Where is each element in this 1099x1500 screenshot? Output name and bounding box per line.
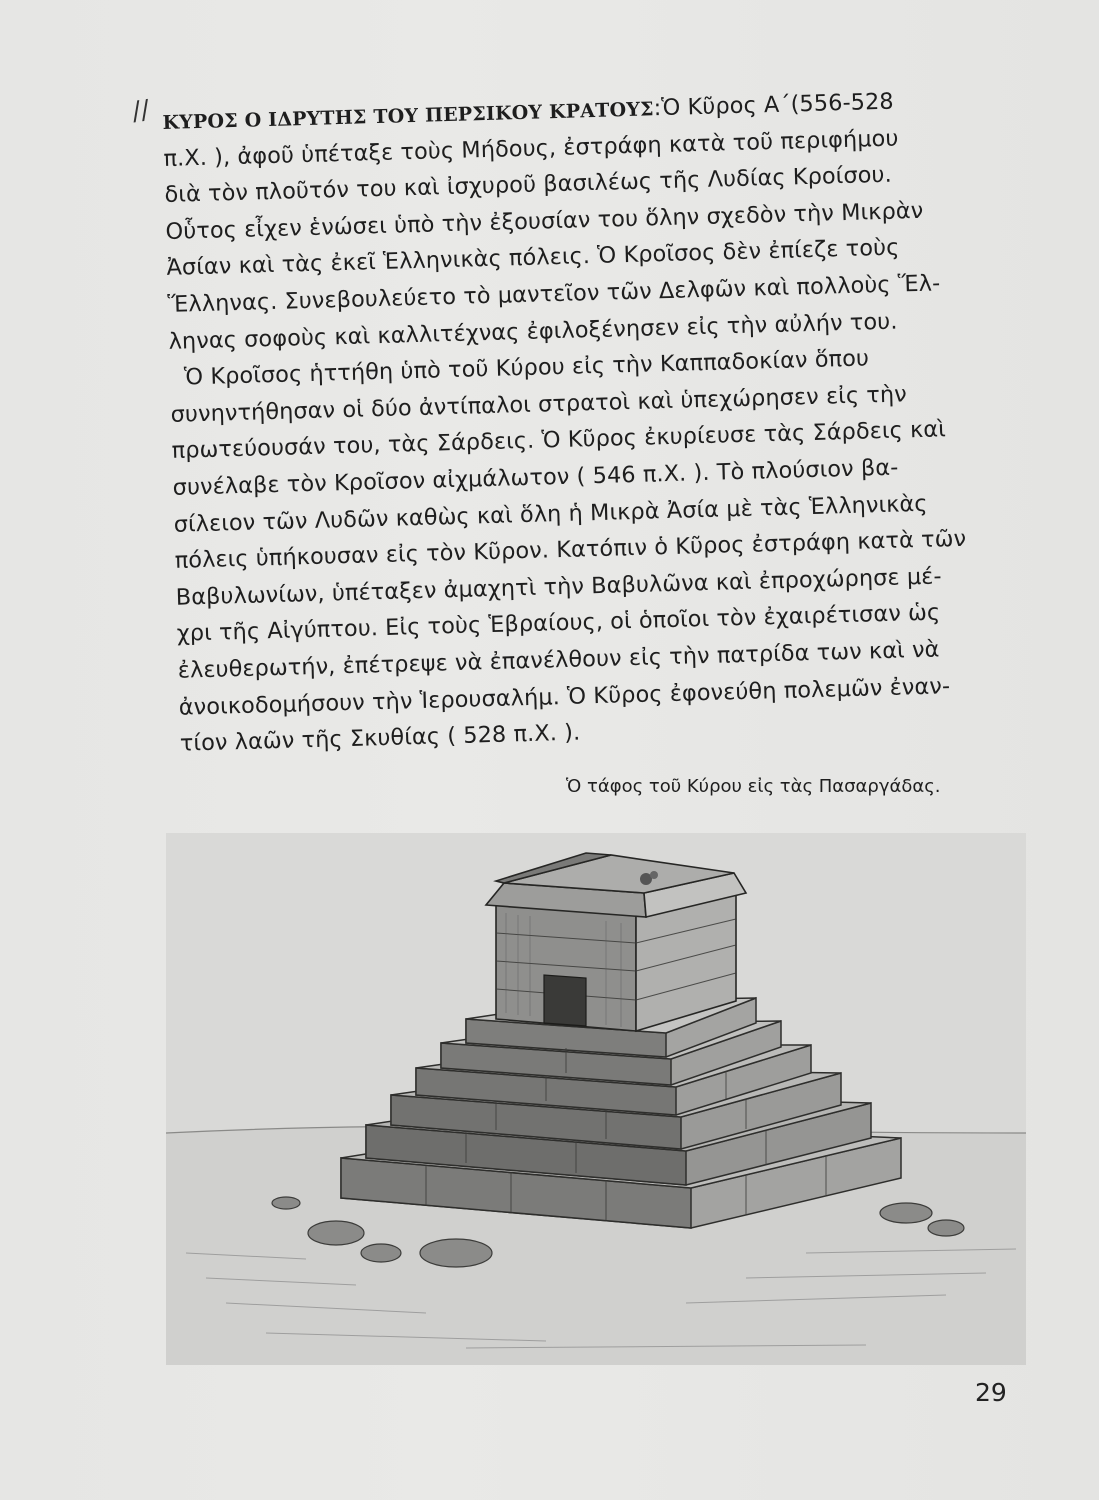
tomb-of-cyrus-illustration xyxy=(166,833,1026,1365)
text-line: ἐλευθερωτήν, ἐπέτρεψε νὰ ἐπανέλθουν εἰς τὴν πατρίδα των καὶ νὰ xyxy=(177,636,940,684)
text-line: Ἕλληνας. Συνεβουλεύετο τὸ μαντεῖον τῶν Δελφῶν καὶ πολλοὺς Ἕλ- xyxy=(167,270,941,318)
text-line: Βαβυλωνίων, ὑπέταξεν ἀμαχητὶ τὴν Βαβυλῶνα καὶ ἐπροχώρησε μέ- xyxy=(175,563,942,611)
text-line: πρωτεύουσάν του, τὰς Σάρδεις. Ὁ Κῦρος ἐκυρίευσε τὰς Σάρδεις καὶ xyxy=(171,416,947,465)
text-line: Ὁ Κροῖσος ἡττήθη ὑπὸ τοῦ Κύρου εἰς τὴν Καππαδοκίαν ὅπου xyxy=(169,345,870,392)
text-line: διὰ τὸν πλοῦτόν του καὶ ἰσχυροῦ βασιλέως τῆς Λυδίας Κροίσου. xyxy=(164,161,893,209)
text-line: τίον λαῶν τῆς Σκυθίας ( 528 π.Χ. ). xyxy=(179,719,581,757)
text-line: συνέλαβε τὸν Κροῖσον αἰχμάλωτον ( 546 π.Χ. ). Τὸ πλούσιον βα- xyxy=(172,454,899,501)
section-heading: ΚΥΡΟΣ Ο ΙΔΡΥΤΗΣ ΤΟΥ ΠΕΡΣΙΚΟΥ ΚΡΑΤΟΥΣ xyxy=(162,98,654,134)
heading-continuation: :Ὁ Κῦρος Α΄(556-528 xyxy=(653,88,895,122)
text-line: ἀνοικοδομήσουν τὴν Ἱερουσαλήμ. Ὁ Κῦρος ἐφονεύθη πολεμῶν ἐναν- xyxy=(178,672,951,721)
text-line: Οὗτος εἶχεν ἑνώσει ὑπὸ τὴν ἐξουσίαν του ὅλην σχεδὸν τὴν Μικρὰν xyxy=(165,197,924,245)
text-line: σίλειον τῶν Λυδῶν καθὼς καὶ ὅλη ἡ Μικρὰ Ἀσία μὲ τὰς Ἑλληνικὰς xyxy=(173,490,928,538)
body-text xyxy=(162,80,1050,763)
text-line: ληνας σοφοὺς καὶ καλλιτέχνας ἐφιλοξένησεν εἰς τὴν αὐλήν του. xyxy=(168,308,898,355)
margin-mark: // xyxy=(129,94,152,128)
text-line: χρι τῆς Αἰγύπτου. Εἰς τοὺς Ἑβραίους, οἱ ὁποῖοι τὸν ἐχαιρέτισαν ὡς xyxy=(176,599,941,648)
text-line: πόλεις ὑπήκουσαν εἰς τὸν Κῦρον. Κατόπιν ὁ Κῦρος ἐστράφη κατὰ τῶν xyxy=(174,525,967,574)
text-line: Ἀσίαν καὶ τὰς ἐκεῖ Ἑλληνικὰς πόλεις. Ὁ Κροῖσος δὲν ἐπίεζε τοὺς xyxy=(166,234,900,282)
page-number: 29 xyxy=(975,1378,1007,1407)
text-line: συνηντήθησαν οἱ δύο ἀντίπαλοι στρατοὶ καὶ ὑπεχώρησεν εἰς τὴν xyxy=(170,381,908,428)
text-line: π.Χ. ), ἀφοῦ ὑπέταξε τοὺς Μήδους, ἐστράφη κατὰ τοῦ περιφήμου xyxy=(163,125,899,172)
figure-caption: Ὁ τάφος τοῦ Κύρου εἰς τὰς Πασαργάδας. xyxy=(566,776,941,797)
